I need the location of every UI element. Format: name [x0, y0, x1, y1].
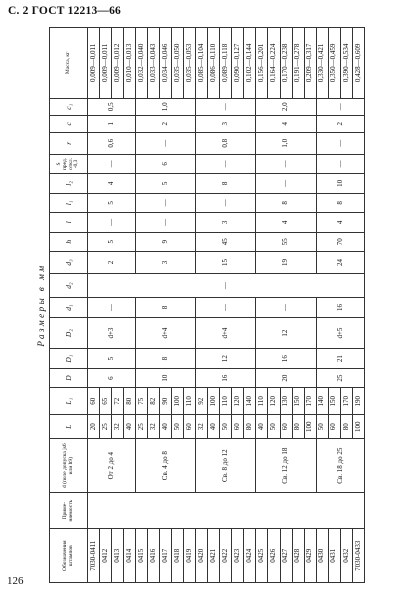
L1-cell: 110: [184, 388, 196, 415]
D-cell: 25: [316, 368, 364, 387]
col-D2: D₂: [50, 317, 88, 349]
l-cell: 4: [256, 213, 316, 232]
S-cell: —: [316, 154, 364, 173]
col-l: l: [50, 213, 88, 232]
col-r: r: [50, 132, 88, 154]
mass-cell: 0,102—0,144: [244, 28, 256, 99]
d-range-cell: Св. 8 до 12: [196, 439, 256, 493]
mass-cell: 0,034—0,046: [160, 28, 172, 99]
L1-cell: 65: [100, 388, 112, 415]
D-cell: 20: [256, 368, 316, 387]
d3-cell: 15: [196, 252, 256, 274]
col-c1: c₁: [50, 98, 88, 115]
d-range-cell: Св. 12 до 18: [256, 439, 316, 493]
l1-cell: 5: [88, 193, 136, 212]
d-range-cell: Св. 4 до 8: [136, 439, 196, 493]
designation-cell: 0424: [244, 529, 256, 583]
mass-cell: 0,170—0,238: [280, 28, 292, 99]
mass-cell: 0,033—0,043: [148, 28, 160, 99]
D2-cell: d+5: [316, 317, 364, 349]
l2-cell: 8: [196, 174, 256, 193]
c1-cell: 1,0: [136, 98, 196, 115]
L1-cell: 150: [328, 388, 340, 415]
L-cell: 50: [172, 415, 184, 439]
r-cell: —: [136, 132, 196, 154]
designation-cell: 0426: [268, 529, 280, 583]
mass-cell: 0,085—0,104: [196, 28, 208, 99]
L1-cell: 140: [316, 388, 328, 415]
l2-cell: —: [256, 174, 316, 193]
l1-cell: —: [136, 193, 196, 212]
d-range-cell: Св. 18 до 25: [316, 439, 364, 493]
page-header: С. 2 ГОСТ 12213—66: [8, 5, 121, 17]
L1-cell: 100: [172, 388, 184, 415]
designation-cell: 7030-0411: [88, 529, 100, 583]
mass-cell: 0,035—0,053: [184, 28, 196, 99]
d1-cell: —: [88, 298, 136, 317]
col-L: L: [50, 415, 88, 439]
S-cell: —: [196, 154, 256, 173]
designation-cell: 0431: [328, 529, 340, 583]
c1-cell: 2,0: [256, 98, 316, 115]
L1-cell: 60: [88, 388, 100, 415]
designation-cell: 0416: [148, 529, 160, 583]
L-cell: 60: [184, 415, 196, 439]
L-cell: 80: [292, 415, 304, 439]
l1-cell: 8: [316, 193, 364, 212]
designation-cell: 0425: [256, 529, 268, 583]
table-caption: Размеры в мм: [36, 263, 46, 347]
S-cell: —: [88, 154, 136, 173]
mass-cell: 0,330—0,421: [316, 28, 328, 99]
table-row: [88, 28, 100, 583]
h-cell: 55: [256, 232, 316, 251]
h-cell: 70: [316, 232, 364, 251]
L-cell: 40: [124, 415, 136, 439]
l1-cell: 8: [256, 193, 316, 212]
L-cell: 40: [256, 415, 268, 439]
col-D: D: [50, 368, 88, 387]
mass-cell: 0,009—0,011: [88, 28, 100, 99]
L-cell: 80: [244, 415, 256, 439]
L1-cell: 190: [352, 388, 364, 415]
col-D1: D₁: [50, 349, 88, 368]
L1-cell: 120: [268, 388, 280, 415]
D1-cell: 5: [88, 349, 136, 368]
designation-cell: 0430: [316, 529, 328, 583]
L-cell: 40: [208, 415, 220, 439]
L1-cell: 110: [220, 388, 232, 415]
d3-cell: 24: [316, 252, 364, 274]
D-cell: 16: [196, 368, 256, 387]
L1-cell: 150: [292, 388, 304, 415]
designation-cell: 0428: [292, 529, 304, 583]
l1-cell: —: [196, 193, 256, 212]
mass-cell: 0,086—0,110: [208, 28, 220, 99]
mass-cell: 0,090—0,127: [232, 28, 244, 99]
col-c: c: [50, 115, 88, 132]
D2-cell: 12: [256, 317, 316, 349]
col-d3: d₃: [50, 252, 88, 274]
L1-cell: 80: [124, 388, 136, 415]
d1-cell: —: [256, 298, 316, 317]
D1-cell: 21: [316, 349, 364, 368]
l-cell: —: [136, 213, 196, 232]
L-cell: 80: [340, 415, 352, 439]
designation-cell: 7030-0433: [352, 529, 364, 583]
L1-cell: 75: [136, 388, 148, 415]
designation-cell: 0414: [124, 529, 136, 583]
L-cell: 50: [220, 415, 232, 439]
S-cell: —: [256, 154, 316, 173]
mass-cell: 0,009—0,012: [112, 28, 124, 99]
rotated-table-block: [36, 27, 365, 583]
d1-cell: —: [196, 298, 256, 317]
L-cell: 20: [88, 415, 100, 439]
col-designation: Обозначения штампов: [50, 529, 88, 583]
col-h: h: [50, 232, 88, 251]
c-cell: 4: [256, 115, 316, 132]
h-cell: 5: [88, 232, 136, 251]
L1-cell: 110: [256, 388, 268, 415]
l-cell: 3: [196, 213, 256, 232]
d-range-cell: От 2 до 4: [88, 439, 136, 493]
mass-cell: 0,089—0,118: [220, 28, 232, 99]
col-d1: d₁: [50, 298, 88, 317]
designation-cell: 0432: [340, 529, 352, 583]
c-cell: 2: [136, 115, 196, 132]
L1-cell: 140: [244, 388, 256, 415]
D1-cell: 16: [256, 349, 316, 368]
col-d: d (поле допуска js6 или h9): [50, 439, 88, 493]
designation-cell: 0412: [100, 529, 112, 583]
mass-cell: 0,209—0,317: [304, 28, 316, 99]
L-cell: 100: [304, 415, 316, 439]
L-cell: 60: [280, 415, 292, 439]
c1-cell: 0,5: [88, 98, 136, 115]
l2-cell: 4: [88, 174, 136, 193]
h-cell: 9: [136, 232, 196, 251]
d1-cell: 8: [136, 298, 196, 317]
d2-cell: —: [88, 273, 365, 297]
D2-cell: d+4: [196, 317, 256, 349]
L1-cell: 120: [232, 388, 244, 415]
L-cell: 50: [268, 415, 280, 439]
page-number: 126: [7, 575, 24, 587]
d1-cell: 16: [316, 298, 364, 317]
L-cell: 60: [328, 415, 340, 439]
r-cell: —: [316, 132, 364, 154]
l2-cell: 5: [136, 174, 196, 193]
designation-cell: 0415: [136, 529, 148, 583]
l-cell: 4: [316, 213, 364, 232]
mass-cell: 0,428—0,609: [352, 28, 364, 99]
mass-cell: 0,156—0,201: [256, 28, 268, 99]
l-cell: —: [88, 213, 136, 232]
designation-cell: 0423: [232, 529, 244, 583]
mass-cell: 0,032—0,040: [136, 28, 148, 99]
col-mass: Масса, кг: [50, 28, 88, 99]
L-cell: 60: [232, 415, 244, 439]
col-applicability: Приме- няемость: [50, 492, 88, 529]
D-cell: 6: [88, 368, 136, 387]
c-cell: 2: [316, 115, 364, 132]
r-cell: 0,8: [196, 132, 256, 154]
dimensions-table: [49, 27, 365, 583]
L-cell: 32: [148, 415, 160, 439]
l2-cell: 10: [316, 174, 364, 193]
r-cell: 0,6: [88, 132, 136, 154]
L-cell: 25: [136, 415, 148, 439]
mass-cell: 0,009—0,011: [100, 28, 112, 99]
S-cell: 6: [136, 154, 196, 173]
designation-cell: 0419: [184, 529, 196, 583]
L1-cell: 82: [148, 388, 160, 415]
applicability-cell: [88, 492, 365, 529]
col-L1: L₁: [50, 388, 88, 415]
d3-cell: 2: [88, 252, 136, 274]
c-cell: 1: [88, 115, 136, 132]
designation-cell: 0422: [220, 529, 232, 583]
r-cell: 1,0: [256, 132, 316, 154]
L-cell: 100: [352, 415, 364, 439]
col-l2: l₂: [50, 174, 88, 193]
L-cell: 50: [316, 415, 328, 439]
col-l1: l₁: [50, 193, 88, 212]
L1-cell: 92: [196, 388, 208, 415]
L1-cell: 170: [304, 388, 316, 415]
mass-cell: 0,350—0,459: [328, 28, 340, 99]
L1-cell: 130: [280, 388, 292, 415]
D2-cell: d+3: [88, 317, 136, 349]
c1-cell: —: [196, 98, 256, 115]
mass-cell: 0,390—0,534: [340, 28, 352, 99]
L1-cell: 90: [160, 388, 172, 415]
designation-cell: 0413: [112, 529, 124, 583]
d3-cell: 19: [256, 252, 316, 274]
L1-cell: 170: [340, 388, 352, 415]
L-cell: 40: [160, 415, 172, 439]
L1-cell: 72: [112, 388, 124, 415]
L-cell: 32: [112, 415, 124, 439]
c1-cell: —: [316, 98, 364, 115]
mass-cell: 0,164—0,224: [268, 28, 280, 99]
D1-cell: 8: [136, 349, 196, 368]
mass-cell: 0,035—0,050: [172, 28, 184, 99]
D2-cell: d+4: [136, 317, 196, 349]
D1-cell: 12: [196, 349, 256, 368]
table-body: [88, 28, 365, 583]
designation-cell: 0420: [196, 529, 208, 583]
D-cell: 10: [136, 368, 196, 387]
mass-cell: 0,191—0,278: [292, 28, 304, 99]
L1-cell: 100: [208, 388, 220, 415]
c-cell: 3: [196, 115, 256, 132]
h-cell: 45: [196, 232, 256, 251]
L-cell: 32: [196, 415, 208, 439]
designation-cell: 0421: [208, 529, 220, 583]
col-d2: d₂: [50, 273, 88, 297]
designation-cell: 0427: [280, 529, 292, 583]
L-cell: 25: [100, 415, 112, 439]
mass-cell: 0,010—0,013: [124, 28, 136, 99]
designation-cell: 0418: [172, 529, 184, 583]
designation-cell: 0429: [304, 529, 316, 583]
col-S: S пред. откл. -0,3: [50, 154, 88, 173]
designation-cell: 0417: [160, 529, 172, 583]
d3-cell: 3: [136, 252, 196, 274]
